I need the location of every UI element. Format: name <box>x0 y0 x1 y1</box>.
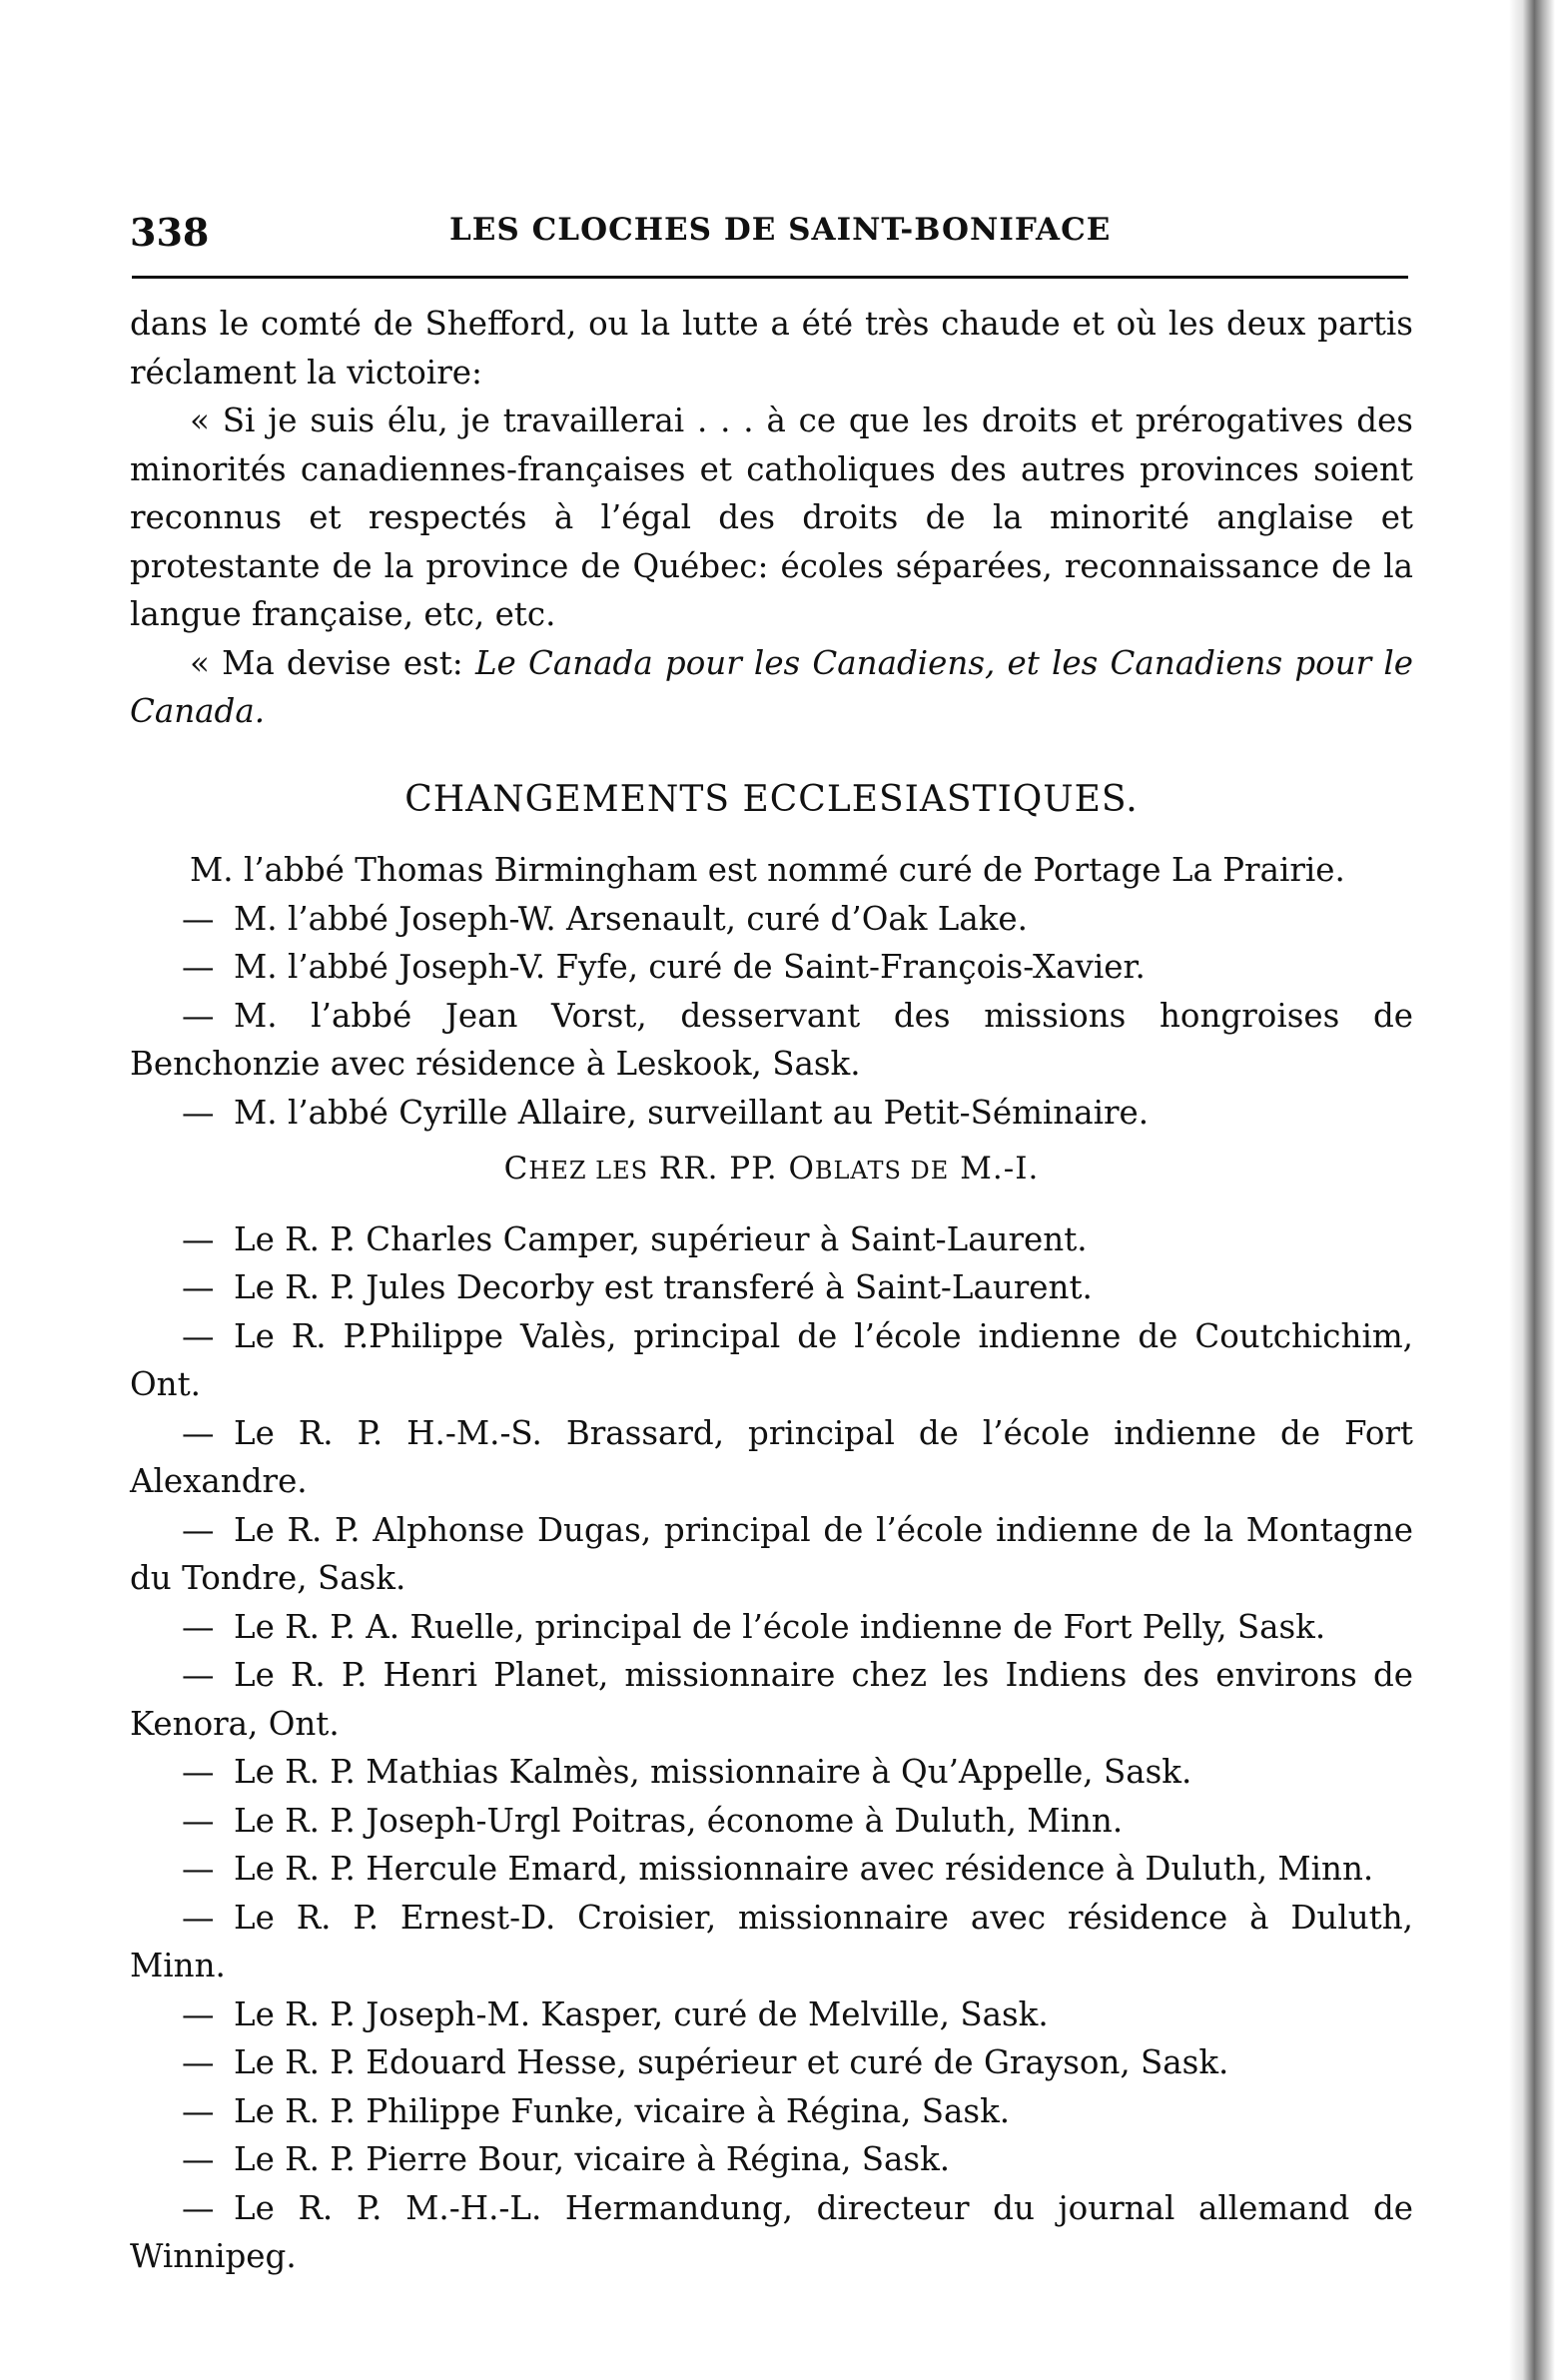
entry-text: Le R. P. Philippe Funke, vicaire à Régina, Sask. <box>234 2091 1011 2130</box>
motto-paragraph <box>130 639 1413 736</box>
entry-dash: — <box>182 1994 215 2033</box>
entry-dash: — <box>182 1268 215 1306</box>
entry-text: Le R. P. Henri Planet, missionnaire chez les Indiens des environs de Kenora, Ont. <box>130 1656 1413 1743</box>
entry-dash: — <box>182 1093 215 1132</box>
entry-dash: — <box>182 1316 215 1355</box>
entry-text: Le R. P. Charles Camper, supérieur à Saint-Laurent. <box>234 1219 1088 1258</box>
intro-paragraph: dans le comté de Shefford, ou la lutte a été très chaude et où les deux partis réclament la victoire: <box>130 305 1413 392</box>
entry-text: Le R. P. Pierre Bour, vicaire à Régina, Sask. <box>234 2140 951 2178</box>
entry-dash: — <box>182 1656 215 1694</box>
oblat-entry <box>130 1263 1413 1312</box>
subtitle-part: HEZ LES <box>528 1157 649 1185</box>
oblat-entry <box>130 1797 1413 1846</box>
entry-dash: — <box>182 2188 215 2227</box>
oblat-entry <box>130 1603 1413 1652</box>
entry-text: Le R. P. Joseph-M. Kasper, curé de Melville, Sask. <box>234 1994 1049 2033</box>
motto-lead: « Ma devise est: <box>190 643 475 682</box>
entry-dash: — <box>182 1850 215 1888</box>
entry-dash: — <box>182 1801 215 1840</box>
oblat-entry <box>130 1651 1413 1748</box>
section-first-entry: M. l’abbé Thomas Birmingham est nommé curé de Portage La Prairie. <box>190 851 1345 889</box>
section-title: CHANGEMENTS ECCLESIASTIQUES. <box>404 778 1139 820</box>
header-rule <box>132 276 1408 279</box>
page-number: 338 <box>130 210 210 255</box>
quote-paragraph: « Si je suis élu, je travaillerai . . . à ce que les droits et prérogatives des minorités canadiennes-françaises et catholiques des autres provinces soient reconnus et respectés à l’égal des droits de la minorité anglaise et protestante de la province de Québec: écoles séparées, reconnaissance de la langue française, etc, etc. <box>130 401 1413 633</box>
entry-text: M. l’abbé Joseph-V. Fyfe, curé de Saint-François-Xavier. <box>234 948 1146 986</box>
entry-text: M. l’abbé Jean Vorst, desservant des missions hongroises de Benchonzie avec résidence à Leskook, Sask. <box>130 996 1413 1083</box>
entry-dash: — <box>182 1607 215 1646</box>
section-entry <box>130 992 1413 1089</box>
entry-dash: — <box>182 1510 215 1549</box>
entry-text: Le R. P. Alphonse Dugas, principal de l’école indienne de la Montagne du Tondre, Sask. <box>130 1510 1413 1597</box>
entry-dash: — <box>182 1753 215 1791</box>
entry-text: Le R. P. Jules Decorby est transferé à Saint-Laurent. <box>234 1268 1093 1306</box>
entry-dash: — <box>182 2043 215 2081</box>
oblat-entry <box>130 1990 1413 2039</box>
page-edge-shadow <box>1509 0 1555 2380</box>
entry-dash: — <box>182 1413 215 1452</box>
oblat-entry <box>130 2087 1413 2136</box>
section-entry <box>130 1089 1413 1138</box>
entry-dash: — <box>182 948 215 986</box>
entry-dash: — <box>182 996 215 1035</box>
motto-italic: Le Canada pour les Canadiens, et les Canadiens pour le Canada. <box>130 643 1413 730</box>
entry-text: Le R. P. Joseph-Urgl Poitras, économe à Duluth, Minn. <box>234 1801 1124 1840</box>
entry-text: M. l’abbé Cyrille Allaire, surveillant au Petit-Séminaire. <box>234 1093 1150 1132</box>
entry-text: Le R. P. Ernest-D. Croisier, missionnaire avec résidence à Duluth, Minn. <box>130 1898 1413 1984</box>
oblat-entry <box>130 1748 1413 1797</box>
oblat-entry <box>130 2038 1413 2087</box>
oblat-entry <box>130 1215 1413 1264</box>
section-entry <box>130 895 1413 944</box>
oblat-entry <box>130 1506 1413 1603</box>
subtitle-part: O <box>788 1151 815 1187</box>
section-entry <box>130 943 1413 992</box>
subtitle-part: M.-I. <box>949 1151 1040 1187</box>
subtitle-part: BLATS DE <box>814 1157 950 1185</box>
entry-text: Le R. P. Edouard Hesse, supérieur et curé de Grayson, Sask. <box>234 2043 1229 2081</box>
entry-dash: — <box>182 2091 215 2130</box>
entry-text: Le R. P. Hercule Emard, missionnaire avec résidence à Duluth, Minn. <box>234 1850 1374 1888</box>
oblat-entry <box>130 2184 1413 2281</box>
subtitle-part: C <box>503 1151 529 1187</box>
entry-text: Le R. P. H.-M.-S. Brassard, principal de l’école indienne de Fort Alexandre. <box>130 1413 1413 1500</box>
entry-dash: — <box>182 2140 215 2178</box>
oblat-entry <box>130 1845 1413 1894</box>
page-header <box>130 200 1408 260</box>
entry-text: M. l’abbé Joseph-W. Arsenault, curé d’Oak Lake. <box>234 899 1028 938</box>
entry-text: Le R. P. M.-H.-L. Hermandung, directeur du journal allemand de Winnipeg. <box>130 2188 1413 2275</box>
entry-text: Le R. P.Philippe Valès, principal de l’école indienne de Coutchichim, Ont. <box>130 1316 1413 1403</box>
subtitle-part: RR. PP. <box>648 1151 789 1187</box>
oblat-entry <box>130 1312 1413 1409</box>
oblat-entry <box>130 1894 1413 1990</box>
entry-text: Le R. P. A. Ruelle, principal de l’école indienne de Fort Pelly, Sask. <box>234 1607 1326 1646</box>
oblat-entry <box>130 1409 1413 1506</box>
running-title: LES CLOCHES DE SAINT-BONIFACE <box>449 212 1112 248</box>
subsection-title <box>130 1145 1413 1195</box>
oblat-entry <box>130 2135 1413 2184</box>
entry-dash: — <box>182 1898 215 1937</box>
body-text <box>130 300 1413 2281</box>
entry-text: Le R. P. Mathias Kalmès, missionnaire à Qu’Appelle, Sask. <box>234 1753 1192 1791</box>
entry-dash: — <box>182 899 215 938</box>
entry-dash: — <box>182 1219 215 1258</box>
